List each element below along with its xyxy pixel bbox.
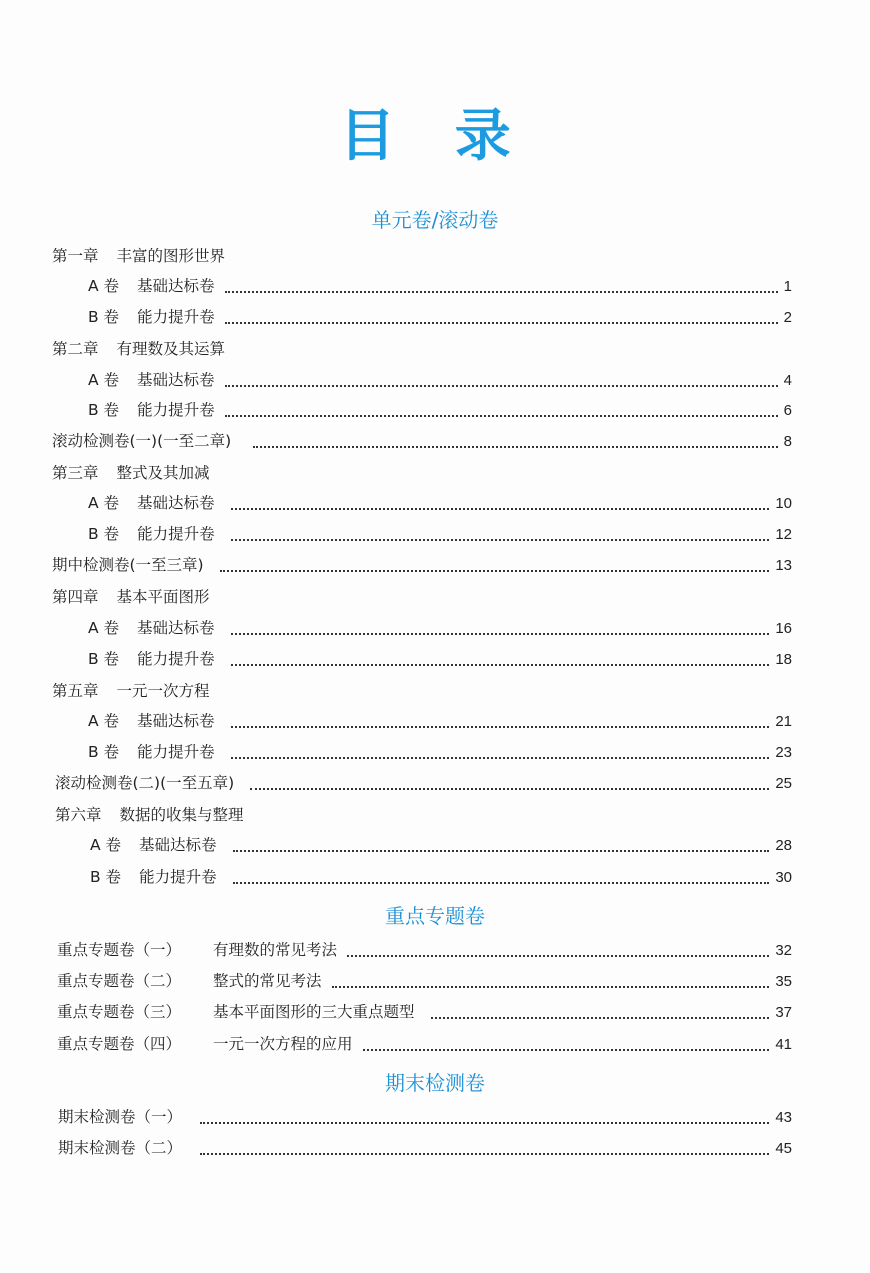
leader-dots [200,1122,769,1124]
chapter-heading [52,463,210,483]
entry-label: 重点专题卷（三） [57,1003,182,1021]
page-number: 16 [775,620,792,637]
entry-label: 重点专题卷（二） [57,972,182,990]
leader-dots [233,850,770,852]
leader-dots [363,1049,770,1051]
chapter-label: 第四章 [52,588,99,606]
toc-entry[interactable] [88,276,792,297]
page-number: 4 [783,372,792,389]
toc-entry[interactable] [88,711,792,732]
entry-label: B 卷 [90,868,122,886]
entry-title: 一元一次方程的应用 [213,1035,353,1053]
leader-dots [231,508,770,510]
entry-title: 基础达标卷 [137,619,215,637]
chapter-name: 有理数及其运算 [116,340,226,358]
page-number: 12 [775,526,792,543]
entry-label: 期末检测卷（二） [58,1139,183,1157]
chapter-name: 数据的收集与整理 [119,806,244,824]
toc-entry[interactable] [88,370,792,391]
toc-entry[interactable] [52,431,792,452]
entry-title: 能力提升卷 [139,868,217,886]
page-number: 18 [775,651,792,668]
entry-title: 能力提升卷 [137,401,215,419]
toc-entry[interactable] [88,649,792,670]
leader-dots [225,415,778,417]
page-number: 41 [775,1036,792,1053]
entry-label: 重点专题卷（一） [57,941,182,959]
page-number: 30 [775,869,792,886]
chapter-heading [52,587,210,607]
page-number: 35 [775,973,792,990]
toc-entry[interactable] [55,773,792,794]
toc-entry[interactable] [58,1138,792,1159]
section-heading-key-topics: 重点专题卷 [385,904,485,928]
section-heading-unit: 单元卷/滚动卷 [371,208,499,232]
entry-label: A 卷 [88,277,120,295]
entry-title: 能力提升卷 [137,308,215,326]
page-number: 1 [783,278,792,295]
chapter-heading [52,246,225,266]
toc-entry[interactable] [57,1002,792,1023]
leader-dots [225,291,778,293]
chapter-label: 第三章 [52,464,99,482]
leader-dots [225,322,778,324]
toc-entry[interactable] [90,867,792,888]
entry-title: 有理数的常见考法 [213,941,338,959]
leader-dots [231,664,770,666]
leader-dots [231,539,770,541]
entry-label: A 卷 [90,836,122,854]
entry-label: A 卷 [88,712,120,730]
entry-title: 基础达标卷 [137,494,215,512]
entry-label: B 卷 [88,525,120,543]
toc-entry[interactable] [88,400,792,421]
leader-dots [225,385,778,387]
chapter-name: 一元一次方程 [116,682,210,700]
leader-dots [431,1017,770,1019]
entry-title: 能力提升卷 [137,525,215,543]
chapter-label: 第六章 [55,806,102,824]
page-number: 28 [775,837,792,854]
entry-label: B 卷 [88,650,120,668]
toc-entry[interactable] [88,742,792,763]
chapter-label: 第二章 [52,340,99,358]
leader-dots [231,633,770,635]
toc-entry[interactable] [88,618,792,639]
page-number: 45 [775,1140,792,1157]
toc-entry[interactable] [57,971,792,992]
toc-entry[interactable] [58,1107,792,1128]
page-number: 13 [775,557,792,574]
entry-title: 基础达标卷 [139,836,217,854]
page-number: 6 [783,402,792,419]
page-number: 32 [775,942,792,959]
entry-title: 期中检测卷(一至三章) [52,556,204,574]
chapter-label: 第五章 [52,682,99,700]
leader-dots [233,882,770,884]
leader-dots [231,726,770,728]
chapter-heading [55,805,244,825]
chapter-name: 丰富的图形世界 [116,247,226,265]
page-number: 25 [775,775,792,792]
toc-entry[interactable] [90,835,792,856]
leader-dots [253,446,777,448]
leader-dots [250,788,769,790]
entry-label: A 卷 [88,371,120,389]
page-number: 23 [775,744,792,761]
entry-title: 能力提升卷 [137,650,215,668]
entry-label: A 卷 [88,619,120,637]
toc-entry[interactable] [88,524,792,545]
toc-entry[interactable] [57,940,792,961]
leader-dots [347,955,769,957]
chapter-name: 基本平面图形 [116,588,210,606]
toc-entry[interactable] [57,1034,792,1055]
page-title: 目 录 [339,104,531,169]
toc-entry[interactable] [88,493,792,514]
entry-title: 滚动检测卷(一)(一至二章) [52,432,232,450]
leader-dots [200,1153,769,1155]
entry-label: A 卷 [88,494,120,512]
chapter-heading [52,339,225,359]
page-number: 43 [775,1109,792,1126]
chapter-name: 整式及其加减 [116,464,210,482]
toc-entry[interactable] [88,307,792,328]
chapter-label: 第一章 [52,247,99,265]
entry-title: 基础达标卷 [137,712,215,730]
section-heading-final: 期末检测卷 [385,1071,485,1095]
chapter-heading [52,681,210,701]
entry-label: 期末检测卷（一） [58,1108,183,1126]
page-number: 21 [775,713,792,730]
entry-label: B 卷 [88,401,120,419]
page-number: 2 [783,309,792,326]
page-number: 10 [775,495,792,512]
leader-dots [231,757,770,759]
entry-label: 重点专题卷（四） [57,1035,182,1053]
entry-title: 基础达标卷 [137,277,215,295]
leader-dots [332,986,770,988]
toc-entry[interactable] [52,555,792,576]
page-number: 37 [775,1004,792,1021]
entry-title: 能力提升卷 [137,743,215,761]
entry-title: 滚动检测卷(二)(一至五章) [55,774,235,792]
entry-title: 基本平面图形的三大重点题型 [213,1003,415,1021]
page-number: 8 [783,433,792,450]
leader-dots [220,570,770,572]
entry-label: B 卷 [88,308,120,326]
entry-title: 整式的常见考法 [213,972,322,990]
entry-label: B 卷 [88,743,120,761]
entry-title: 基础达标卷 [137,371,215,389]
